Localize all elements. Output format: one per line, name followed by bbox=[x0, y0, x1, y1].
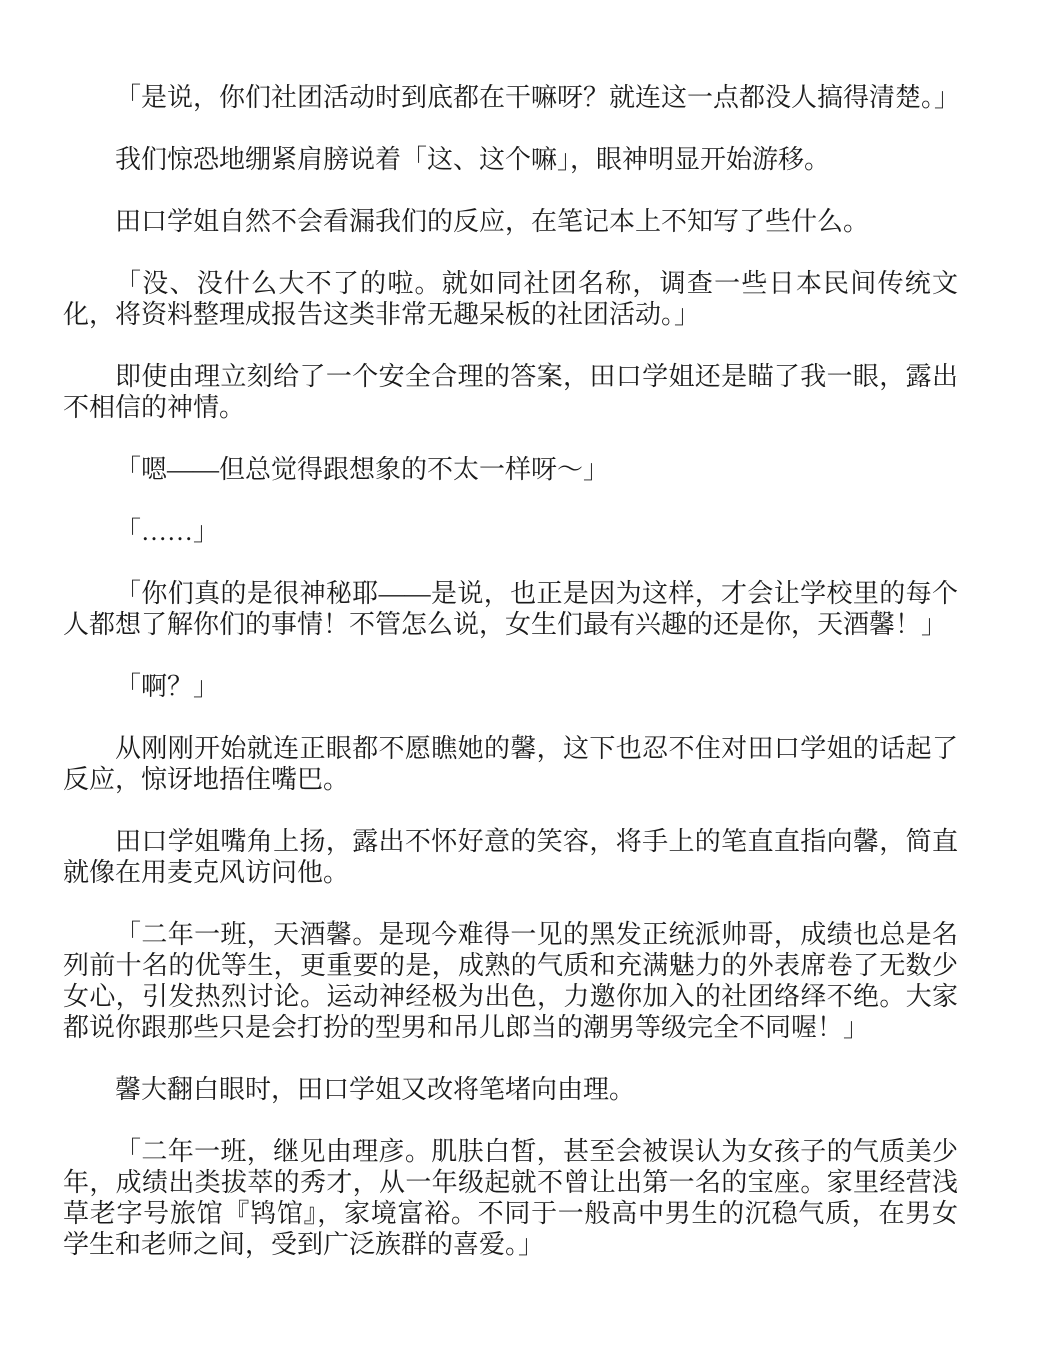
paragraph: 「你们真的是很神秘耶——是说，也正是因为这样，才会让学校里的每个人都想了解你们的事情！不管怎么说，女生们最有兴趣的还是你，天酒馨！」 bbox=[63, 579, 958, 639]
paragraph: 「啊？」 bbox=[115, 672, 220, 701]
paragraph: 「二年一班，继见由理彦。肌肤白皙，甚至会被误认为女孩子的气质美少年，成绩出类拔萃的秀才，从一年级起就不曾让出第一名的宝座。家里经营浅草老字号旅馆『鸨馆』，家境富裕。不同于一般高中男生的沉稳气质，在男女学生和老师之间，受到广泛族群的喜爱。」 bbox=[63, 1137, 958, 1259]
paragraph: 「……」 bbox=[115, 517, 220, 546]
paragraph: 「二年一班，天酒馨。是现今难得一见的黑发正统派帅哥，成绩也总是名列前十名的优等生，更重要的是，成熟的气质和充满魅力的外表席卷了无数少女心，引发热烈讨论。运动神经极为出色，力邀你加入的社团络绎不绝。大家都说你跟那些只是会打扮的型男和吊儿郎当的潮男等级完全不同喔！」 bbox=[63, 920, 958, 1042]
paragraph: 我们惊恐地绷紧肩膀说着「这、这个嘛」，眼神明显开始游移。 bbox=[115, 145, 831, 174]
paragraph: 田口学姐嘴角上扬，露出不怀好意的笑容，将手上的笔直直指向馨，简直就像在用麦克风访问他。 bbox=[63, 827, 958, 887]
paragraph: 「没、没什么大不了的啦。就如同社团名称，调查一些日本民间传统文化，将资料整理成报告这类非常无趣呆板的社团活动。」 bbox=[63, 269, 958, 329]
paragraph: 田口学姐自然不会看漏我们的反应，在笔记本上不知写了些什么。 bbox=[115, 207, 870, 236]
paragraph: 「嗯——但总觉得跟想象的不太一样呀～」 bbox=[115, 455, 610, 484]
paragraph: 即使由理立刻给了一个安全合理的答案，田口学姐还是瞄了我一眼，露出不相信的神情。 bbox=[63, 362, 958, 422]
paragraph: 馨大翻白眼时，田口学姐又改将笔堵向由理。 bbox=[115, 1075, 636, 1104]
paragraph: 「是说，你们社团活动时到底都在干嘛呀？就连这一点都没人搞得清楚。」 bbox=[115, 83, 961, 112]
paragraph: 从刚刚开始就连正眼都不愿瞧她的馨，这下也忍不住对田口学姐的话起了反应，惊讶地捂住嘴巴。 bbox=[63, 734, 958, 794]
